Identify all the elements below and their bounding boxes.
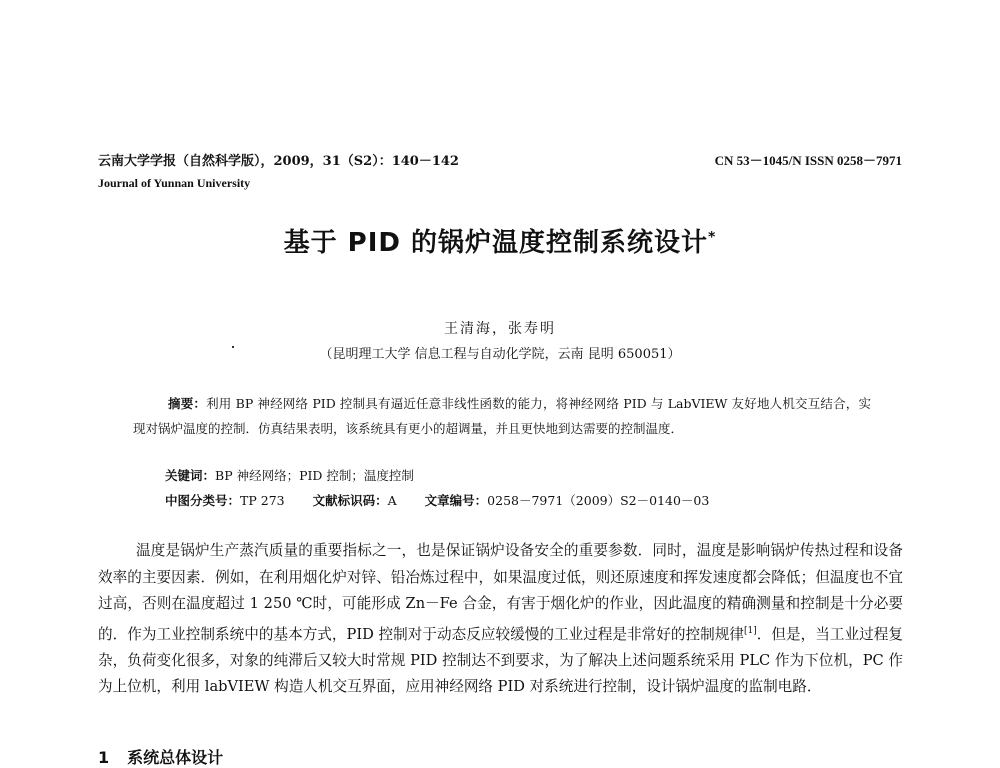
doc-code-label: 文献标识码：	[312, 493, 388, 508]
body-paragraph	[98, 538, 903, 701]
section-number: 1	[98, 748, 110, 767]
keywords	[165, 466, 414, 484]
section-heading	[98, 745, 223, 768]
classification-line	[165, 491, 709, 509]
article-number-label: 文章编号：	[424, 493, 488, 508]
title-footnote-mark: *	[708, 229, 717, 246]
abstract-label: 摘要：	[168, 396, 207, 411]
clc-label: 中图分类号：	[165, 493, 241, 508]
abstract	[133, 391, 871, 441]
body-text-part-2: ．但是，当工业过程复杂，负荷变化很多，对象的纯滞后又较大时常规 PID 控制达不到要求，为了解决上述问题系统采用 PLC 作为下位机，PC 作为上位机，利用 labVIEW 构造人机交互界面，应用神经网络 PID 对系统进行控制，设计锅炉温度的监制电路．	[98, 625, 903, 696]
keywords-text: BP 神经网络；PID 控制；温度控制	[215, 468, 414, 483]
authors: 王清海，张寿明	[444, 321, 556, 337]
abstract-text: 利用 BP 神经网络 PID 控制具有逼近任意非线性函数的能力，将神经网络 PID 与 LabVIEW 友好地人机交互结合，实现对锅炉温度的控制．仿真结果表明，该系统具有更小的超调量，并且更快地到达需要的控制温度．	[133, 396, 871, 436]
affiliation: （昆明理工大学 信息工程与自动化学院，云南 昆明 650051）	[319, 347, 681, 362]
doc-code-value: A	[387, 493, 397, 508]
clc-value: TP 273	[240, 493, 285, 508]
journal-english-name: Journal of Yunnan University	[98, 176, 251, 190]
paper-title-text: 基于 PID 的锅炉温度控制系统设计	[283, 228, 709, 258]
reference-mark: [1]	[744, 625, 757, 636]
journal-citation: 云南大学学报（自然科学版），2009，31（S2）：140－142	[98, 154, 459, 169]
issn-line: CN 53－1045/N ISSN 0258－7971	[714, 153, 902, 168]
section-title: 系统总体设计	[127, 748, 224, 767]
paper-title	[0, 222, 1000, 259]
body-text-part-1: 温度是锅炉生产蒸汽质量的重要指标之一，也是保证锅炉设备安全的重要参数．同时，温度是影响锅炉传热过程和设备效率的主要因素．例如，在利用烟化炉对锌、铅冶炼过程中，如果温度过低，则还原速度和挥发速度都会降低；但温度也不宜过高，否则在温度超过 1 250 ℃时，可能形成 Zn－Fe 合金，有害于烟化炉的作业，因此温度的精确测量和控制是十分必要的．作为工业控制系统中的基本方式，PID 控制对于动态反应较缓慢的工业过程是非常好的控制规律	[98, 542, 903, 643]
article-number-value: 0258－7971（2009）S2－0140－03	[487, 493, 710, 508]
keywords-label: 关键词：	[165, 468, 216, 483]
